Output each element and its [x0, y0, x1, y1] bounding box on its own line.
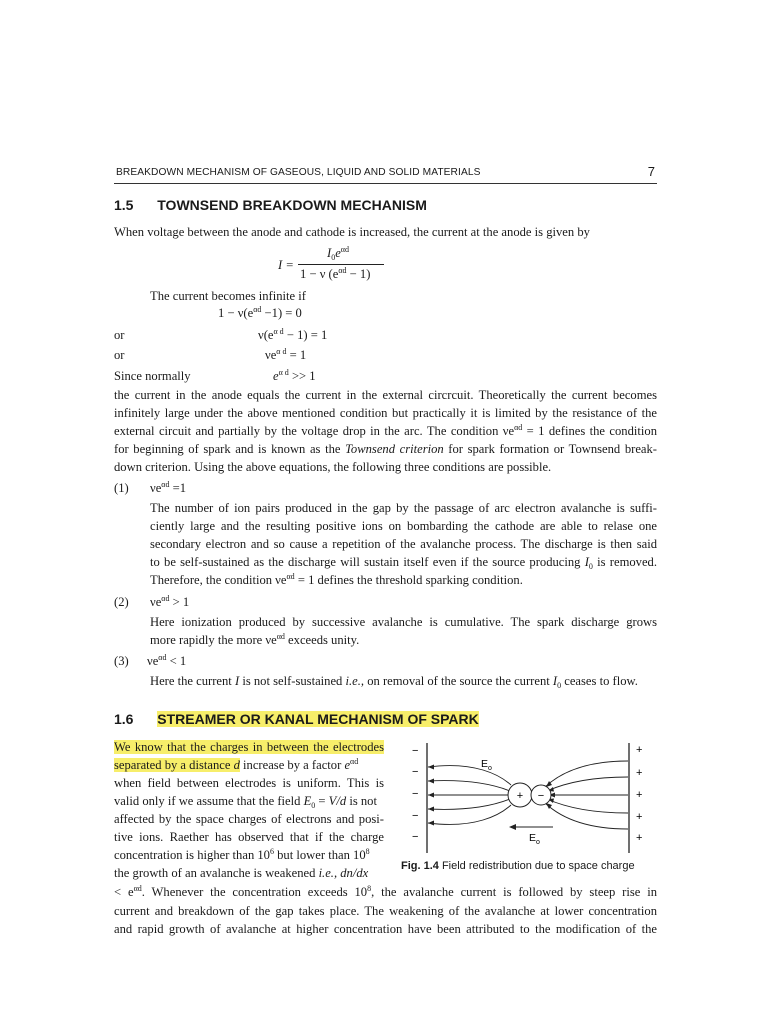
paragraph-line: for beginning of spark and is known as the Townsend criterion for spark formation or Townsend break- — [114, 442, 657, 456]
fraction-bar — [298, 264, 384, 265]
anode-signs — [636, 744, 642, 844]
section-heading-1-5 — [114, 197, 427, 213]
figure-caption: Fig. 1.4 Field redistribution due to space charge — [401, 860, 635, 872]
left-line: separated by a distance d increase by a factor $e^{\alpha d}$ — [114, 757, 359, 772]
item-line: secondary electron and so cause a repetition of the avalanche process. The discharge is then said — [150, 537, 657, 551]
page-number: 7 — [647, 164, 655, 179]
item-line: Here the current I is not self-sustained i.e., on removal of the source the current $I_0$ ceases to flow. — [150, 674, 638, 690]
svg-text:+: + — [636, 744, 643, 756]
item-line: The number of ion pairs produced in the gap by the passage of arc electron avalanche is suffi- — [150, 501, 657, 515]
item-number: (2) — [114, 595, 129, 609]
item-condition: $\nu e^{\alpha d} =1$ — [150, 480, 187, 495]
section-title: STREAMER OR KANAL MECHANISM OF SPARK — [157, 711, 479, 727]
paragraph-line: down criterion. Using the above equations, the following three conditions are possible. — [114, 460, 552, 474]
bottom-line: and rapid growth of avalanche at higher concentration have been attributed to the modification of the — [114, 922, 657, 936]
condition-1: $1 - \nu(e^{\alpha d} -1) = 0$ — [218, 305, 302, 320]
svg-text:+: + — [636, 811, 643, 823]
or-label-1: or — [114, 328, 125, 342]
svg-text:−: − — [412, 810, 419, 822]
eq-denominator: 1 − ν $(e^{\alpha d} - 1)$ — [300, 266, 371, 281]
running-head — [114, 163, 657, 184]
eq-numerator: $I_0e^{\alpha d}$ — [327, 245, 349, 262]
bottom-line: current and breakdown of the gap takes place. The weakening of the avalanche at lower concentration — [114, 904, 657, 918]
item-condition: $\nu e^{\alpha d} > 1$ — [150, 594, 190, 609]
since-label: Since normally — [114, 369, 191, 383]
svg-text:−: − — [412, 766, 419, 778]
or-label-2: or — [114, 348, 125, 362]
field-arrows-left — [428, 765, 434, 826]
condition-4: $e^{\alpha d} >> 1$ — [273, 368, 316, 383]
eq-lhs: I = — [278, 258, 294, 272]
item-line: more rapidly the more $\nu e^{\alpha d}$ exceeds unity. — [150, 632, 360, 647]
section-heading-1-6 — [114, 711, 479, 727]
field-redistribution-diagram — [395, 735, 657, 860]
section-number: 1.5 — [114, 197, 134, 213]
condition-2: $\nu(e^{\alpha d} - 1) = 1$ — [258, 327, 328, 342]
bottom-line: < $e^{\alpha d}$. Whenever the concentration exceeds $10^8$, the avalanche current is followed by steep rise in — [114, 884, 658, 899]
left-line: when field between electrodes is uniform. This is — [114, 776, 384, 790]
paragraph-line: external circuit and partially by the voltage drop in the arc. The condition $\nu e^{\alpha d} = 1$ defines the condition — [114, 423, 657, 438]
item-line: ciently large and the resulting positive ions on bombarding the cathode are able to relase one — [150, 519, 657, 533]
applied-field-label: $E_o$ — [529, 832, 540, 846]
left-line: We know that the charges in between the electrodes — [114, 740, 384, 754]
plus-sign: + — [516, 790, 524, 802]
field-lines-left — [428, 766, 511, 825]
item-number: (1) — [114, 481, 129, 495]
field-label: $E_o$ — [481, 758, 492, 772]
svg-text:+: + — [636, 789, 643, 801]
intro-text: When voltage between the anode and cathode is increased, the current at the anode is given by — [114, 225, 590, 239]
svg-text:−: − — [412, 745, 419, 757]
left-line: concentration is higher than $10^6$ but lower than $10^8$ — [114, 847, 370, 862]
section-title: TOWNSEND BREAKDOWN MECHANISM — [157, 197, 427, 213]
infinite-text: The current becomes infinite if — [150, 289, 306, 303]
item-line: Here ionization produced by successive avalanche is cumulative. The spark discharge grows — [150, 615, 657, 629]
field-lines-right — [545, 761, 628, 829]
left-line: affected by the space charges of electrons and posi- — [114, 812, 384, 826]
minus-sign: − — [537, 790, 545, 802]
section-number: 1.6 — [114, 711, 134, 727]
svg-text:−: − — [412, 788, 419, 800]
applied-field-arrowhead — [509, 824, 516, 830]
cathode-signs — [412, 745, 418, 843]
left-line: valid only if we assume that the field $E_0 = V/d$ is not — [114, 794, 377, 810]
item-line: to be self-sustained as the discharge will sustain itself even if the source producing $I_0$ is removed. — [150, 555, 658, 571]
left-line: tive ions. Raether has observed that if the charge — [114, 830, 384, 844]
running-head-title: BREAKDOWN MECHANISM OF GASEOUS, LIQUID AND SOLID MATERIALS — [116, 167, 481, 178]
left-line: the growth of an avalanche is weakened i.e., dn/dx — [114, 866, 369, 880]
item-number: (3) — [114, 654, 129, 668]
svg-text:−: − — [412, 831, 419, 843]
paragraph-line: the current in the anode equals the current in the external circrcuit. Theoretically the current becomes — [114, 388, 657, 402]
item-condition: $\nu e^{\alpha d} < 1$ — [147, 653, 187, 668]
svg-text:+: + — [636, 767, 643, 779]
paragraph-line: infinitely large under the above mentioned condition but practically it is limited by the resistance of the — [114, 406, 657, 420]
condition-3: $\nu e^{\alpha d} = 1$ — [265, 347, 307, 362]
item-line: Therefore, the condition $\nu e^{\alpha d} = 1$ defines the threshold sparking condition. — [150, 572, 523, 587]
svg-text:+: + — [636, 832, 643, 844]
